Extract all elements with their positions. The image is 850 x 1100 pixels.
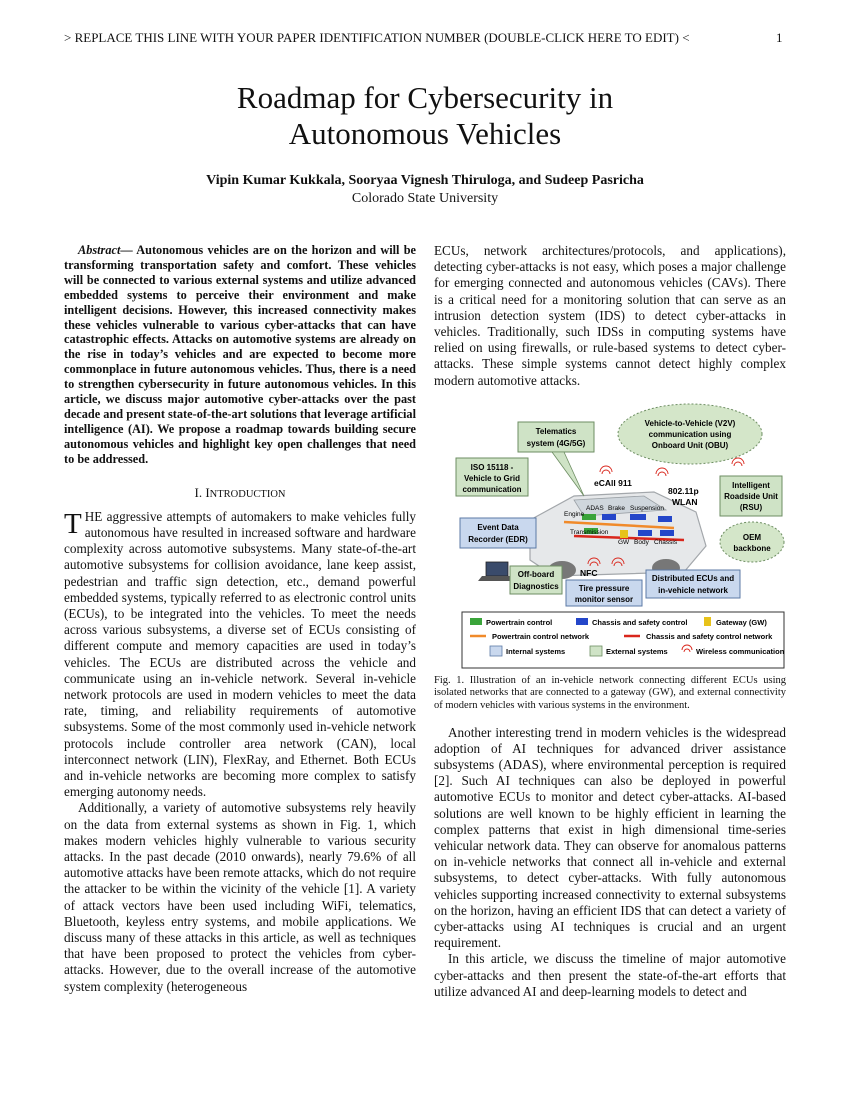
legend-chassis-swatch [576, 618, 588, 625]
tire-line-2: monitor sensor [574, 595, 634, 604]
edr-callout [460, 518, 536, 548]
legend-external-swatch [590, 646, 602, 656]
paper-title [0, 80, 850, 152]
authors: Vipin Kumar Kukkala, Sooryaa Vignesh Thiruloga, and Sudeep Pasricha [206, 173, 644, 188]
v2v-line-3: Onboard Unit (OBU) [651, 441, 729, 450]
distributed-line-1: Distributed ECUs and [651, 574, 735, 583]
figure-caption: Fig. 1. Illustration of an in-vehicle network connecting different ECUs using isolated networks that are connected to a gateway (GW), and external connectivity of modern vehicles with various systems in the environment. [434, 674, 786, 712]
ecu-gw-label: GW [618, 539, 630, 546]
tire-line-1: Tire pressure [578, 584, 630, 593]
ecu-adas-label: ADAS [586, 505, 604, 512]
intro-paragraph-2: Additionally, a variety of automotive subsystems rely heavily on the data from external systems as shown in Fig. 1, which makes modern vehicles highly vulnerable to various security attacks. In the past decade (2010 onwards), nearly 79.6% of all automotive attacks have been remote attacks, which do not require the attacker to be within the vicinity of the vehicle [1]. A variety of attack vectors have been used including WiFi, telematics, Bluetooth, keyless entry systems, and mobile applications. We discuss many of these attacks in this article, as well as techniques that have been proposed to protect the vehicles from cyber-attacks. However, due to the overall increase of the automotive system complexity (heterogeneous [64, 800, 416, 994]
iso-callout [456, 458, 528, 496]
figure-1-diagram [434, 400, 786, 672]
ecu-chassis-label: Chassis [654, 539, 678, 546]
legend-chassis: Chassis and safety control [592, 618, 688, 627]
distributed-line-2: in-vehicle network [658, 586, 728, 595]
legend-external: External systems [606, 647, 668, 656]
title-line-2: Autonomous Vehicles [288, 116, 562, 151]
wlan-line-2: WLAN [672, 497, 698, 507]
abstract-text: Autonomous vehicles are on the horizon and will be transforming transportation safety and comfort. These vehicles will be connected to various external systems and utilize advanced embedded systems to perceive their environment and make intelligent decisions. However, this increased connectivity makes these vehicles vulnerable to various cyber-attacks that can have catastrophic effects. Attacks on automotive systems are already on the rise in today’s vehicles and are expected to become more commonplace in future autonomous vehicles. Thus, there is a need to strengthen cybersecurity in future autonomous vehicles. In this article, we discuss major automotive cyber-attacks over the past decade and present state-of-the-art solutions that leverage artificial intelligence (AI). We propose a roadmap towards building secure autonomous vehicles and highlight key open challenges that need to be addressed. [64, 243, 416, 466]
section-number: I. [194, 484, 203, 500]
abstract [64, 243, 416, 467]
title-line-1: Roadmap for Cybersecurity in [236, 80, 614, 115]
ecu-transmission-label: Transmission [570, 529, 609, 536]
section-heading [64, 485, 416, 503]
offboard-callout [510, 566, 562, 594]
legend-powertrain-swatch [470, 618, 482, 625]
offboard-line-1: Off-board [517, 570, 555, 579]
legend-wireless: Wireless communication [696, 647, 785, 656]
right-paragraph-3: In this article, we discuss the timeline of major automotive cyber-attacks and then present the state-of-the-art efforts that utilize advanced AI and deep-learning models to detect and [434, 951, 786, 999]
ecu-brake-label: Brake [608, 505, 625, 512]
ecall-label: eCAll 911 [594, 478, 632, 488]
legend-gateway: Gateway (GW) [716, 618, 767, 627]
right-paragraph-2: Another interesting trend in modern vehicles is the widespread adoption of AI techniques for advanced driver assistance subsystems (ADAS), where environmental perception is required [2]. Such AI techniques can also be deployed in powerful automotive ECUs to monitor and detect cyber-attacks. AI-based solutions are well known to be highly efficient in learning the complex patterns that exist in high dimensional time-series vehicular network data. They can observe for anomalous patterns on in-vehicle networks that connect all in-vehicle and external subsystems, to detect cyber-attacks. With fully autonomous vehicles supporting increased connectivity to external subsystems on the horizon, having an efficient IDS that can detect a variety of cyber-attacks using AI techniques is crucial and an urgent requirement. [434, 724, 786, 951]
rsu-callout [720, 476, 782, 516]
iso-line-1: ISO 15118 - [470, 463, 514, 472]
section-title-initial: I [205, 484, 210, 500]
iso-line-2: Vehicle to Grid [463, 474, 521, 483]
oem-line-1: OEM [742, 533, 762, 542]
legend-internal: Internal systems [506, 647, 566, 656]
v2v-line-2: communication using [648, 430, 732, 439]
intro-paragraph-1 [64, 509, 416, 801]
abstract-label: Abstract [78, 243, 121, 257]
rsu-line-3: (RSU) [739, 503, 763, 512]
rsu-line-2: Roadside Unit [724, 492, 778, 501]
figure-1 [434, 400, 786, 672]
telematics-line-1: Telematics [535, 427, 577, 436]
ecu-body-label: Body [634, 539, 649, 546]
telematics-callout [518, 422, 594, 496]
running-head: > REPLACE THIS LINE WITH YOUR PAPER IDENTIFICATION NUMBER (DOUBLE-CLICK HERE TO EDIT) < [64, 30, 690, 45]
ecu-suspension-label: Suspension [630, 505, 664, 512]
intro-paragraph-1-text: HE aggressive attempts of automakers to make vehicles fully autonomous have resulted in increased software and hardware complexity across automotive subsystems. Many state-of-the-art automotive subsystems for collision avoidance, lane keep assist, pedestrian and traffic sign detection, etc., demand powerful embedded systems, typically referred to as electronic control units (ECUs), to be integrated into the vehicles. To meet the needs across various subsystems, a diverse set of ECUs consisting of different compute and memory capacities are used in today’s vehicles. The ECUs are distributed across the vehicle and communicate using an in-vehicle network. Several in-vehicle network protocols are used in modern vehicles to meet the data rate, timing, and reliability requirements of automotive subsystems. Some of the most commonly used in-vehicle network protocols include controller area network (CAN), local interconnect network (LIN), FlexRay, and Ethernet. Both ECUs and in-vehicle networks are becoming more complex to satisfy emerging autonomy needs. [64, 508, 416, 800]
tire-callout [566, 580, 642, 606]
legend-gateway-swatch [704, 617, 711, 626]
section-title-rest: NTRODUCTION [209, 488, 286, 500]
nfc-label: NFC [580, 568, 598, 578]
distributed-callout [646, 570, 740, 598]
wlan-line-1: 802.11p [668, 486, 699, 496]
rsu-line-1: Intelligent [732, 481, 770, 490]
abstract-dash: — [120, 243, 133, 257]
legend-internal-swatch [490, 646, 502, 656]
edr-line-1: Event Data [477, 523, 519, 532]
left-column [64, 243, 416, 995]
figure-legend [462, 612, 785, 668]
legend-cs-network: Chassis and safety control network [646, 632, 773, 641]
drop-cap: T [64, 507, 82, 540]
page-number: 1 [776, 30, 783, 45]
legend-powertrain: Powertrain control [486, 618, 553, 627]
edr-line-2: Recorder (EDR) [468, 535, 528, 544]
legend-pt-network: Powertrain control network [492, 632, 590, 641]
iso-line-3: communication [462, 485, 522, 494]
oem-cloud [720, 522, 784, 562]
caption-spacer [434, 713, 786, 725]
v2v-cloud [618, 404, 762, 464]
ecu-engine-label: Engine [564, 511, 585, 518]
offboard-line-2: Diagnostics [513, 582, 559, 591]
right-paragraph-1: ECUs, network architectures/protocols, and applications), detecting cyber-attacks is not easy, which poses a major challenge for emerging connected and autonomous vehicles (CAVs). There is a critical need for a monitoring solution that can serve as an intrusion detection system (IDS) to detect cyber-attacks in vehicles. Traditionally, such IDSs in computing systems have relied on using firewalls, or rule-based systems to detect cyber-attacks. These simple systems cannot detect highly complex modern automotive attacks. [434, 243, 786, 388]
affiliation: Colorado State University [351, 191, 499, 206]
telematics-line-2: system (4G/5G) [526, 439, 586, 448]
oem-line-2: backbone [733, 544, 771, 553]
v2v-line-1: Vehicle-to-Vehicle (V2V) [644, 419, 736, 428]
